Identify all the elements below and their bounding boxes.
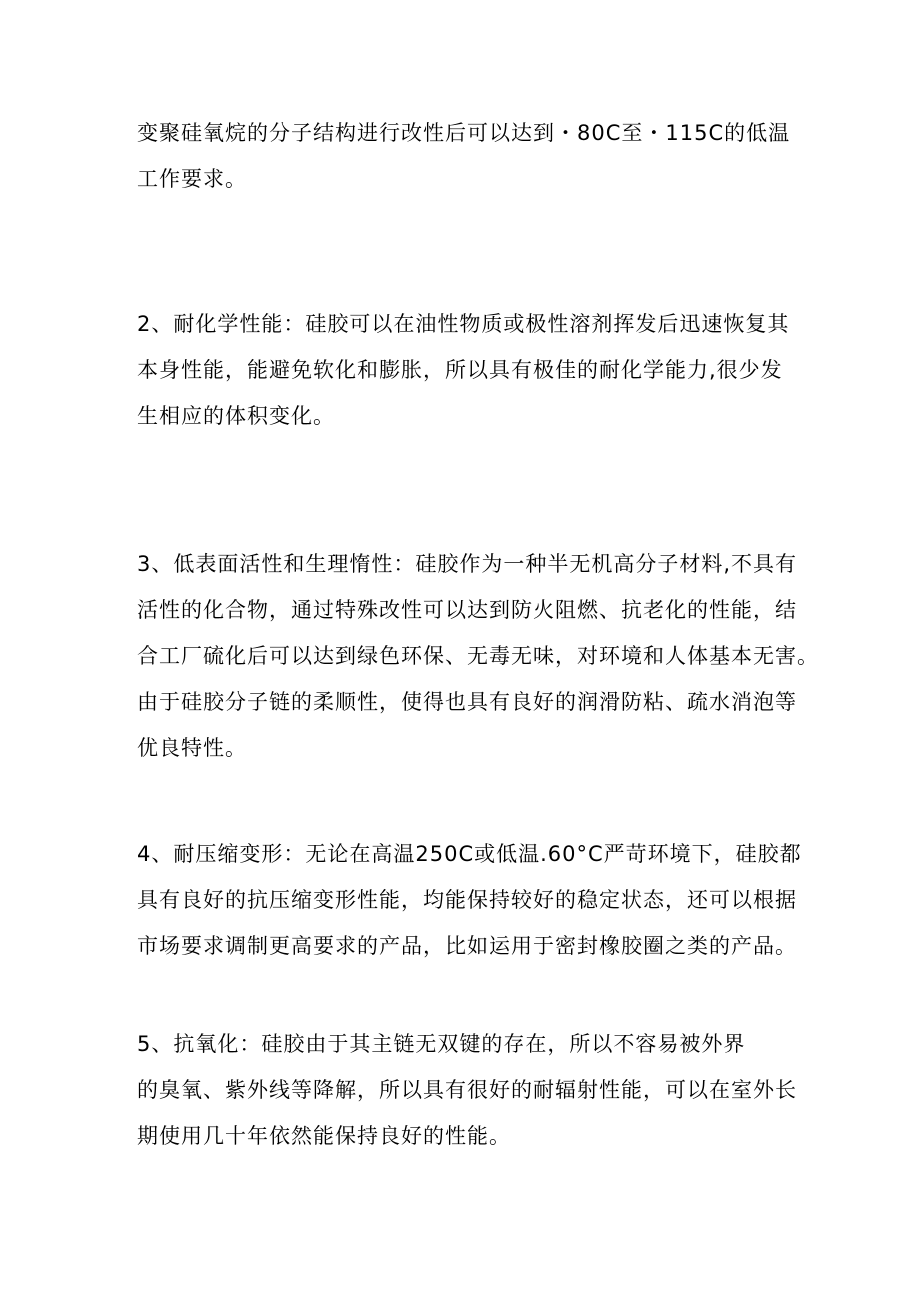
paragraph-line: 3、低表面活性和生理惰性：硅胶作为一种半无机高分子材料,不具有 xyxy=(137,552,798,576)
paragraph-line: 变聚硅氧烷的分子结构进行改性后可以达到・80C至・115C的低温 xyxy=(137,121,791,145)
paragraph-low-temperature xyxy=(137,110,797,202)
paragraph-line: 期使用几十年依然能保持良好的性能。 xyxy=(137,1124,511,1148)
paragraph-surface-activity xyxy=(137,541,819,771)
paragraph-chemical-resistance xyxy=(137,301,797,439)
paragraph-line: 2、耐化学性能：硅胶可以在油性物质或极性溶剂挥发后迅速恢复其 xyxy=(137,312,790,336)
paragraph-compression-set xyxy=(137,831,802,969)
paragraph-line: 具有良好的抗压缩变形性能，均能保持较好的稳定状态，还可以根据 xyxy=(137,888,797,912)
paragraph-line: 生相应的体积变化。 xyxy=(137,404,335,428)
paragraph-line: 5、抗氧化：硅胶由于其主链无双键的存在，所以不容易被外界 xyxy=(137,1032,746,1056)
paragraph-line: 的臭氧、紫外线等降解，所以具有很好的耐辐射性能，可以在室外长 xyxy=(137,1078,797,1102)
paragraph-line: 4、耐压缩变形：无论在高温250C或低温.60°C严苛环境下，硅胶都 xyxy=(137,842,802,866)
paragraph-oxidation-resistance xyxy=(137,1021,797,1159)
paragraph-line: 优良特性。 xyxy=(137,736,247,760)
paragraph-line: 市场要求调制更高要求的产品，比如运用于密封橡胶圈之类的产品。 xyxy=(137,934,797,958)
paragraph-line: 本身性能，能避免软化和膨胀，所以具有极佳的耐化学能力,很少发 xyxy=(137,358,783,382)
paragraph-line: 由于硅胶分子链的柔顺性，使得也具有良好的润滑防粘、疏水消泡等 xyxy=(137,690,797,714)
paragraph-line: 工作要求。 xyxy=(137,167,247,191)
paragraph-line: 活性的化合物，通过特殊改性可以达到防火阻燃、抗老化的性能，结 xyxy=(137,598,797,622)
paragraph-line: 合工厂硫化后可以达到绿色环保、无毒无味，对环境和人体基本无害。 xyxy=(137,644,819,668)
